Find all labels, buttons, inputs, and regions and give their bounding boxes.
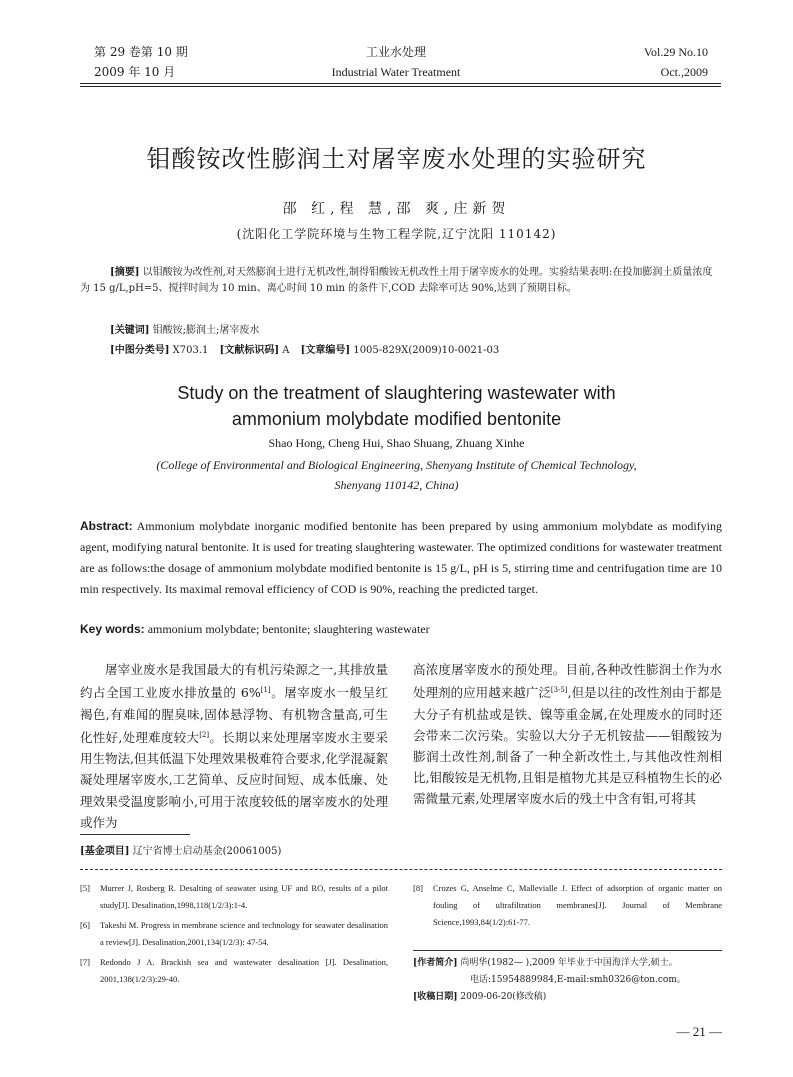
journal-name-en: Industrial Water Treatment	[331, 65, 461, 79]
header-rule-2	[80, 86, 721, 87]
header-left	[94, 45, 214, 80]
affiliation-en	[0, 455, 793, 495]
class-value: X703.1	[172, 345, 209, 356]
body-left-a: 屠宰业废水是我国最大的有机污染源之一,其排放量约占全国工业废水排放量的 6%	[80, 662, 388, 701]
articleno-label: [文章编号]	[300, 345, 351, 356]
abstract-cn-text: 以钼酸铵为改性剂,对天然膨润土进行无机改性,制得钼酸铵无机改性土用于屠宰废水的处理。实验结果表明:在投加膨润土质量浓度为 15 g/L,pH=5、搅拌时间为 10 min、离心时间 10 min 的条件下,COD 去除率可达 90%,达到了预期目标。	[80, 267, 713, 294]
keywords-cn-label: [关键词]	[110, 325, 150, 336]
author-info-text: 尚明华(1982— ),2009 年毕业于中国海洋大学,硕士。	[460, 958, 678, 968]
fund-label: [基金项目]	[80, 846, 130, 857]
keywords-en-text: ammonium molybdate; bentonite; slaughtering wastewater	[147, 622, 430, 636]
reference-number: [7]	[80, 957, 90, 967]
class-label: [中图分类号]	[110, 345, 170, 356]
abstract-en-label: Abstract:	[80, 519, 133, 533]
received-date: 2009-06-20(修改稿)	[460, 992, 547, 1002]
paper-title-en-text: Study on the treatment of slaughtering wastewater with ammonium molybdate modified bentonite	[177, 383, 616, 429]
references-right	[413, 880, 722, 931]
reference-item	[413, 880, 722, 931]
affiliation-en-line1: (College of Environmental and Biological Engineering, Shenyang Institute of Chemical Technology,	[156, 458, 637, 472]
footnote-rule	[80, 834, 190, 835]
reference-text: Murrer J, Rosberg R. Desalting of seawater using UF and RO, results of a pilot study[J]. Desalination,1998,118(1/2/3):1-4.	[100, 883, 388, 910]
body-left-b: 。屠宰废水一般呈红褐色,有难闻的腥臭味,固体悬浮物、有机物含量高,可生化性好,处理难度较大	[80, 685, 388, 745]
abstract-en	[80, 516, 722, 600]
body-paragraph-left	[80, 659, 388, 833]
author-info-label: [作者简介]	[413, 958, 458, 968]
affiliation-en-line2: Shenyang 110142, China)	[334, 478, 459, 492]
dashed-separator	[80, 869, 722, 870]
reference-item	[80, 880, 388, 914]
header-date: 2009 年 10 月	[94, 65, 176, 79]
citation-3-5: [3-5]	[550, 686, 568, 695]
fund-note	[80, 842, 281, 857]
author-info	[413, 955, 722, 1006]
reference-text: Takeshi M. Progress in membrane science and technology for seawater desalination a review[J]. Desalination,2001,134(1/2/3): 47-54.	[100, 920, 388, 947]
body-column-left	[80, 659, 388, 833]
body-paragraph-right	[413, 659, 722, 810]
journal-name-cn: 工业水处理	[365, 45, 426, 59]
abstract-en-text: Ammonium molybdate inorganic modified bentonite has been prepared by using ammonium molybdate as modifying agent, modifying natural bentonite. It is used for treating slaughtering wastewater. The optimized conditions for wastewater treatment are as follows:the dosage of ammonium molybdate modified bentonite is 15 g/L, pH is 5, stirring time and centrifugation time are 10 min respectively. Its maximal removal efficiency of COD is 90%, reaching the predicted target.	[80, 519, 722, 596]
authors-cn: 邵 红,程 慧,邵 爽,庄新贺	[282, 201, 511, 217]
articleno-value: 1005-829X(2009)10-0021-03	[353, 345, 500, 356]
citation-1: [1]	[260, 686, 271, 695]
reference-text: Redondo J A. Brackish sea and wastewater desalination [J]. Desalination, 2001,138(1/2/3):29-40.	[100, 957, 388, 984]
reference-text: Crozes G, Anselme C, Mallevialle J. Effect of adsorption of organic matter on fouling of ultrafiltration membranes[J]. Journal of Membrane Science,1993,84(1/2):61-77.	[433, 883, 722, 927]
keywords-cn-text: 钼酸铵;膨润土;屠宰废水	[152, 325, 260, 336]
page-number: — 21 —	[676, 1024, 722, 1039]
abstract-cn	[80, 265, 722, 297]
header-center	[296, 45, 496, 80]
body-right-b: ,但是以往的改性剂由于都是大分子有机盐或是铁、镍等重金属,在处理废水的同时还会带来二次污染。实验以大分子无机铵盐——钼酸铵为膨润土改性剂,制备了一种全新改性土,与其他改性剂相比,钼酸铵是无机物,且钼是植物尤其是豆科植物生长的必需微量元素,处理屠宰废水后的残土中含有钼,可将其	[413, 685, 722, 807]
reference-number: [5]	[80, 883, 90, 893]
author-info-line1	[413, 955, 722, 972]
body-column-right	[413, 659, 722, 810]
doccode-value: A	[282, 345, 290, 356]
keywords-en-label: Key words:	[80, 622, 145, 636]
header-volume: 第 29 卷第 10 期	[94, 45, 188, 59]
author-info-rule	[413, 950, 722, 951]
reference-number: [6]	[80, 920, 90, 930]
doccode-label: [文献标识码]	[219, 345, 280, 356]
references-left	[80, 880, 388, 988]
affiliation-cn: (沈阳化工学院环境与生物工程学院,辽宁沈阳 110142)	[236, 227, 557, 241]
header-right	[580, 45, 708, 80]
classification-cn	[110, 343, 710, 359]
body-right-a: 高浓度屠宰废水的预处理。目前,各种改性膨润土作为水处理剂的应用越来越广泛	[413, 662, 722, 701]
author-contact: 电话:15954889984,E-mail:smh0326@ton.com。	[470, 975, 686, 985]
body-left-c: 。长期以来处理屠宰废水主要采用生物法,但其低温下处理效果极难符合要求,化学混凝絮凝处理屠宰废水,工艺简单、反应时间短、成本低廉、处理效果受温度影响小,可用于浓度较低的屠宰废水的处理或作为	[80, 729, 388, 830]
paper-title-cn: 钼酸铵改性膨润土对屠宰废水处理的实验研究	[146, 145, 647, 173]
received-label: [收稿日期]	[413, 992, 458, 1002]
keywords-en	[80, 622, 722, 637]
header-date-en: Oct.,2009	[660, 65, 708, 79]
fund-text: 辽宁省博士启动基金(20061005)	[132, 846, 282, 857]
reference-item	[80, 917, 388, 951]
paper-title-en	[0, 380, 793, 432]
received-date-line	[413, 989, 722, 1006]
reference-number: [8]	[413, 883, 423, 893]
header-rule-1	[80, 83, 721, 84]
header-volume-en: Vol.29 No.10	[643, 45, 708, 59]
abstract-cn-label: [摘要]	[110, 267, 140, 278]
citation-2: [2]	[199, 730, 210, 739]
keywords-cn	[110, 323, 710, 339]
reference-item	[80, 954, 388, 988]
authors-en: Shao Hong, Cheng Hui, Shao Shuang, Zhuang Xinhe	[268, 436, 525, 450]
